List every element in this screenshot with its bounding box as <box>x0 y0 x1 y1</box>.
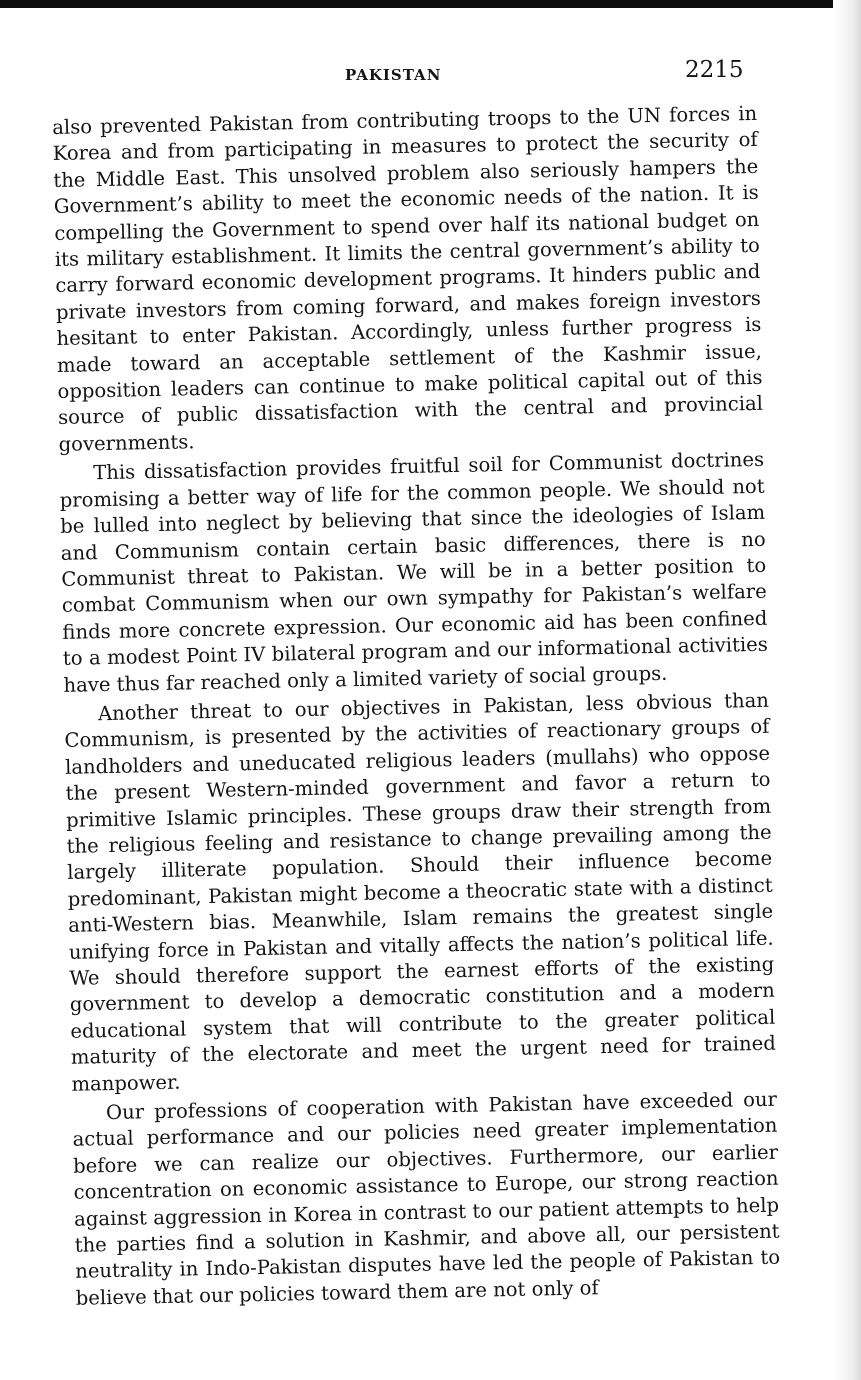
paragraph-2: This dissatisfaction provides fruitful soil for Communist doctrines promising a better way of life for the common people. We should not be lulled into neglect by believing that since the ideologies of Islam and Communism contain certain basic differences, there is no Communist threat to Pakistan. We will be in a better position to combat Communism when our own sympathy for Pakistan’s welfare finds more concrete expression. Our economic aid has been confined to a modest Point IV bilateral program and our informational activities have thus far reached only a limited variety of social groups. <box>59 448 768 697</box>
paragraph-3: Another threat to our objectives in Pakistan, less obvious than Communism, is presented by the activities of reactionary groups of landholders and uneducated religious leaders (mullahs) who oppose the present Western-minded government and favor a return to primitive Islamic principles. These groups draw their strength from the religious feeling and resistance to change prevailing among the largely illiterate population. Should their influence become predominant, Pakistan might become a theocratic state with a distinct anti-Western bias. Meanwhile, Islam remains the greatest single unifying force in Pakistan and vitally affects the nation’s political life. We should therefore support the earnest efforts of the existing government to develop a democratic constitution and a modern educational system that will contribute to the greater political maturity of the electorate and meet the urgent need for trained manpower. <box>64 688 777 1096</box>
scan-right-edge <box>833 0 861 1380</box>
scan-top-border <box>0 0 861 8</box>
body-text <box>52 101 781 1312</box>
paragraph-4: Our professions of cooperation with Pakistan have exceeded our actual performance and our policies need greater implementation before we can realize our objectives. Furthermore, our earlier concentration on economic assistance to Europe, our strong reaction against aggression in Korea in contrast to our patient attempts to help the parties find a solution in Kashmir, and above all, our persistent neutrality in Indo-Pakistan disputes have led the people of Pakistan to believe that our policies toward them are not only of <box>72 1087 781 1310</box>
paragraph-1: also prevented Pakistan from contributing troops to the UN forces in Korea and from participating in measures to protect the security of the Middle East. This unsolved problem also seriously hampers the Government’s ability to meet the economic needs of the nation. It is compelling the Government to spend over half its national budget on its military establishment. It limits the central government’s ability to carry forward economic development programs. It hinders public and private investors from coming forward, and makes foreign investors hesitant to enter Pakistan. Accordingly, unless further progress is made toward an acceptable settlement of the Kashmir issue, opposition leaders can continue to make political capital out of this source of public dissatisfaction with the central and provincial governments. <box>52 101 764 456</box>
running-head: PAKISTAN <box>345 66 442 84</box>
page-number: 2215 <box>685 57 744 83</box>
